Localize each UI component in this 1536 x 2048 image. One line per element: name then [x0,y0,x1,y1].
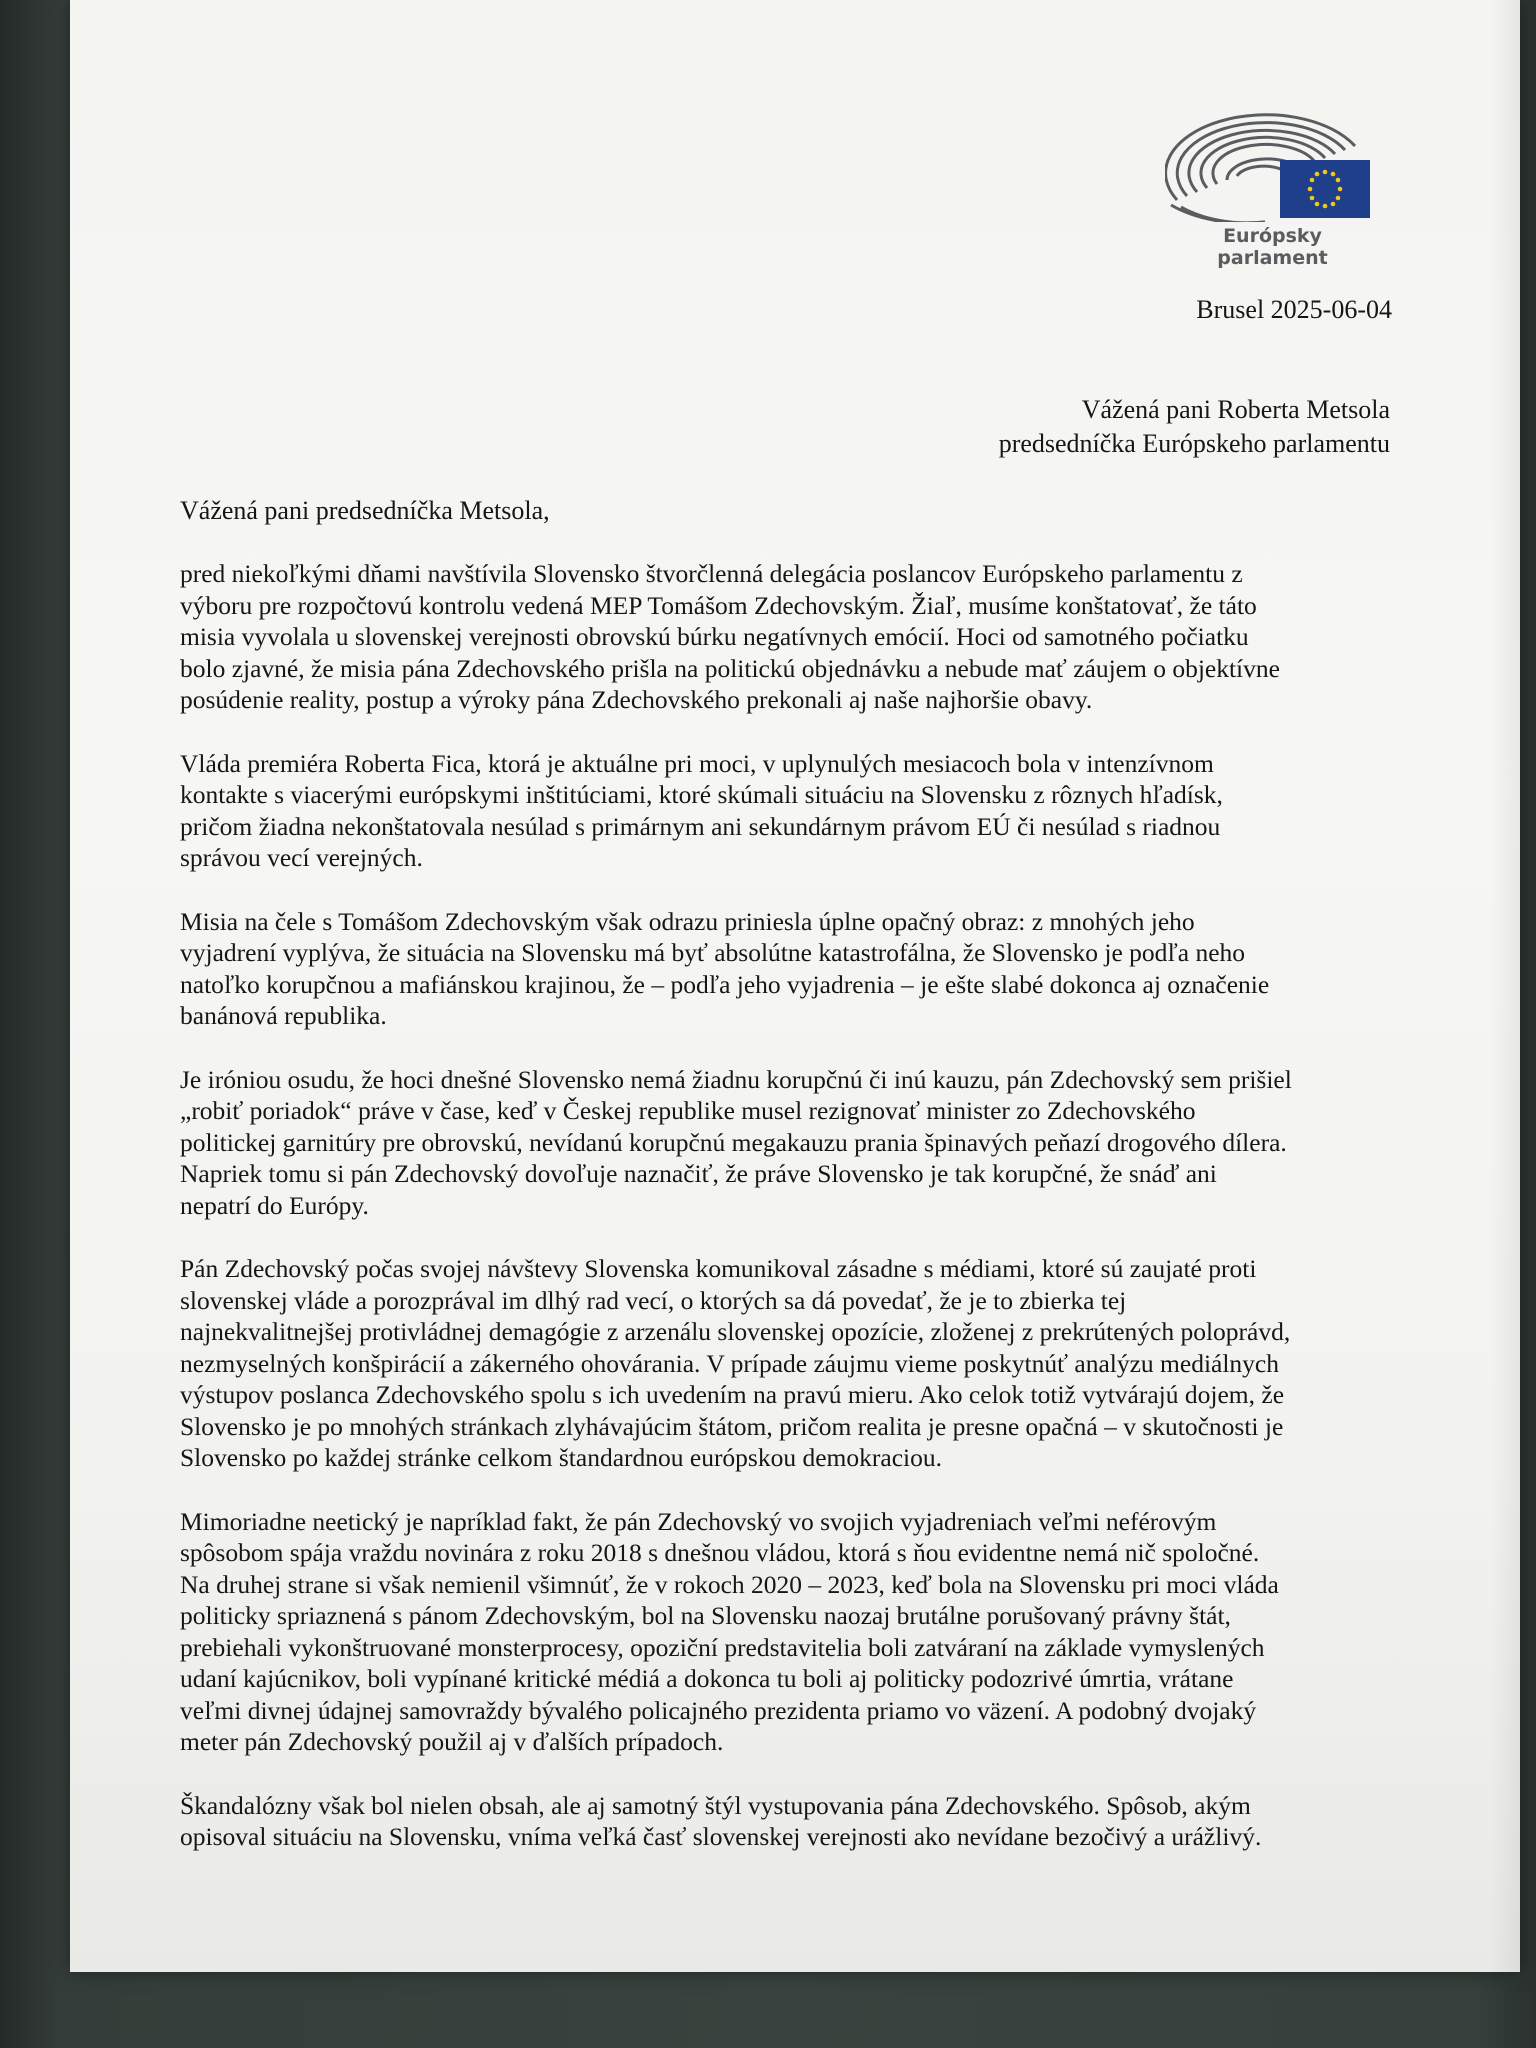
hemicycle-icon [1165,112,1380,222]
recipient-title: predsedníčka Európskeho parlamentu [998,429,1390,458]
page-shadow [1490,0,1520,1972]
recipient-block [999,393,1390,461]
recipient-name: Vážená pani Roberta Metsola [1081,395,1390,424]
institution-name: Európsky parlament [1217,225,1328,269]
paragraph: Škandalózny však bol nielen obsah, ale aj samotný štýl vystupovania pána Zdechovského. Spôsob, akým opisoval situáciu na Slovensku, vníma veľká časť slovenskej verejnosti ako nevídane bezočivý a urážlivý. [180,1790,1262,1851]
paragraph: Mimoriadne neetický je napríklad fakt, že pán Zdechovský vo svojich vyjadreniach veľmi neférovým spôsobom spája vraždu novinára z roku 2018 s dnešnou vládou, ktorá s ňou evidentne nemá nič spoločné. Na druhej strane si však nemienil všimnúť, že v rokoch 2020 – 2023, keď bola na Slovensku pri moci vláda politicky spriaznená s pánom Zdechovským, bol na Slovensku naozaj brutálne porušovaný právny štát, prebiehali vykonštruované monsterprocesy, opoziční predstavitelia boli zatváraní na základe vymyslených udaní kajúcnikov, boli vypínané kritické médiá a dokonca tu boli aj politicky podozrivé úmrtia, vrátane veľmi divnej údajnej samovraždy bývalého policajného prezidenta priamo vo väzení. A podobný dvojaký meter pán Zdechovský použil aj v ďalších prípadoch. [180,1506,1279,1756]
paragraph: Vláda premiéra Roberta Fica, ktorá je aktuálne pri moci, v uplynulých mesiacoch bola v intenzívnom kontakte s viacerými európskymi inštitúciami, ktoré skúmali situáciu na Slovensku z rôznych hľadísk, pričom žiadna nekonštatovala nesúlad s primárnym ani sekundárnym právom EÚ či nesúlad s riadnou správou vecí verejných. [180,748,1223,872]
letter-date: Brusel 2025-06-04 [1196,295,1392,324]
paragraph: Misia na čele s Tomášom Zdechovským však odrazu priniesla úplne opačný obraz: z mnohých jeho vyjadrení vyplýva, že situácia na Slovensku má byť absolútne katastrofálna, že Slovensko je podľa neho natoľko korupčnou a mafiánskou krajinou, že – podľa jeho vyjadrenia – je ešte slabé dokonca aj označenie banánová republika. [180,906,1270,1030]
eu-flag [1280,160,1370,218]
letter-body [180,558,1440,1885]
paragraph: Pán Zdechovský počas svojej návštevy Slovenska komunikoval zásadne s médiami, ktoré sú zaujaté proti slovenskej vláde a porozprával im dlhý rad vecí, o ktorých sa dá povedať, že je to zbierka tej najnekvalitnejšej protivládnej demagógie z arzenálu slovenskej opozície, zloženej z prekrútených poloprávd, nezmyselných konšpirácií a zákerného ohovárania. V prípade záujmu vieme poskytnúť analýzu mediálnych výstupov poslanca Zdechovského spolu s ich uvedením na pravú mieru. Ako celok totiž vytvárajú dojem, že Slovensko je po mnohých stránkach zlyhávajúcim štátom, pričom realita je presne opačná – v skutočnosti je Slovensko po každej stránke celkom štandardnou európskou demokraciou. [180,1254,1291,1472]
paragraph: Je iróniou osudu, že hoci dnešné Slovensko nemá žiadnu korupčnú či inú kauzu, pán Zdechovský sem prišiel „robiť poriadok“ práve v čase, keď v Českej republike musel rezignovať minister zo Zdechovského politickej garnitúry pre obrovskú, nevídanú korupčnú megakauzu prania špinavých peňazí drogového dílera. Napriek tomu si pán Zdechovský dovoľuje naznačiť, že práve Slovensko je tak korupčné, že snáď ani nepatrí do Európy. [180,1064,1292,1220]
european-parliament-logo [1165,112,1380,269]
letter-page [70,0,1520,1972]
salutation: Vážená pani predsedníčka Metsola, [180,496,550,525]
paragraph: pred niekoľkými dňami navštívila Slovensko štvorčlenná delegácia poslancov Európskeho parlamentu z výboru pre rozpočtovú kontrolu vedená MEP Tomášom Zdechovským. Žiaľ, musíme konštatovať, že táto misia vyvolala u slovenskej verejnosti obrovskú búrku negatívnych emócií. Hoci od samotného počiatku bolo zjavné, že misia pána Zdechovského prišla na politickú objednávku a nebude mať záujem o objektívne posúdenie reality, postup a výroky pána Zdechovského prekonali aj naše najhoršie obavy. [180,559,1280,714]
